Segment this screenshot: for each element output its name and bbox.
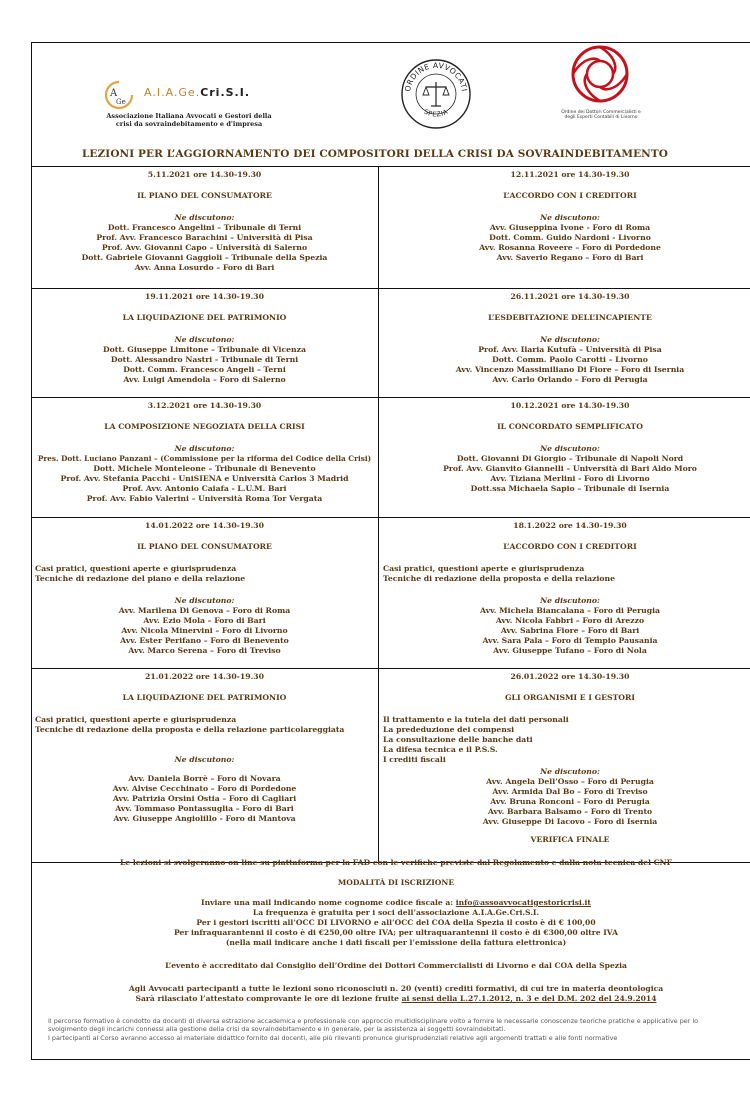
lesson-title: IL PIANO DEL CONSUMATORE bbox=[137, 542, 272, 551]
page-title: LEZIONI PER L’AGGIORNAMENTO DEI COMPOSITORI DELLA CRISI DA SOVRAINDEBITAMENTO bbox=[81, 148, 669, 160]
course-description: Il percorso formativo è condotto da docenti di diversa estrazione accademica e professionale con approccio multidisciplinare volto a fornire le necessarie conoscenze teoriche pratiche e applicative per lo svolgimento degli incarichi connessi alla gestione della crisi da sovraindebitamento e in generale, per la assistenza ai soggetti sovraindebitati. bbox=[48, 1017, 699, 1034]
speaker: Avv. Sara Pala – Foro di Tempio Pausania bbox=[482, 636, 658, 645]
lesson-cell bbox=[31, 167, 379, 288]
aiage-mark-text: Ge bbox=[116, 98, 126, 106]
discuss-label: Ne discutono: bbox=[540, 335, 600, 344]
topic-item: Casi pratici, questioni aperte e giurisprudenza bbox=[35, 715, 237, 724]
lesson-date: 19.11.2021 ore 14.30-19.30 bbox=[145, 292, 264, 301]
speaker: Avv. Vincenzo Massimiliano Di Fiore – Foro di Isernia bbox=[455, 365, 685, 374]
speaker: Avv. Anna Losurdo – Foro di Bari bbox=[134, 263, 275, 272]
speaker: Avv. Armida Dal Bo – Foro di Treviso bbox=[492, 787, 648, 796]
lesson-title: LA LIQUIDAZIONE DEL PATRIMONIO bbox=[122, 313, 287, 322]
lesson-date: 12.11.2021 ore 14.30-19.30 bbox=[510, 170, 630, 179]
discuss-label: Ne discutono: bbox=[174, 755, 235, 764]
topic-item: Tecniche di redazione della proposta e della relazione bbox=[383, 574, 616, 583]
speaker: Avv. Giuseppe Tufano – Foro di Nola bbox=[493, 646, 647, 655]
discuss-label: Ne discutono: bbox=[174, 444, 235, 453]
modalita-title: MODALITÀ DI ISCRIZIONE bbox=[337, 878, 455, 887]
lesson-title: L’ACCORDO CON I CREDITORI bbox=[503, 542, 637, 551]
svg-text:ORDINE AVVOCATI: ORDINE AVVOCATI bbox=[403, 60, 469, 93]
aiage-subtitle: Associazione Italiana Avvocati e Gestori della crisi da sovraindebitamento e d'impresa bbox=[106, 112, 272, 128]
speaker: Avv. Giuseppe Angiolillo - Foro di Mantova bbox=[113, 814, 296, 823]
course-materials: I partecipanti al Corso avranno accesso al materiale didattico fornito dai docenti, alle più rilevanti pronunce giurisprudenziali relative agli argomenti trattati e alle fonti normative bbox=[48, 1034, 618, 1042]
topic-item: I crediti fiscali bbox=[383, 755, 446, 764]
speaker: Prof. Avv. Antonio Caiafa - L.U.M. Bari bbox=[122, 484, 287, 493]
cost-line-3: (nella mail indicare anche i dati fiscali per l’emissione della fattura elettronica) bbox=[225, 938, 567, 947]
discuss-label: Ne discutono: bbox=[174, 335, 235, 344]
aiage-name bbox=[144, 86, 250, 99]
topics bbox=[379, 715, 750, 765]
lesson-cell bbox=[31, 398, 379, 517]
lesson-title: L’ACCORDO CON I CREDITORI bbox=[503, 191, 637, 200]
speaker: Avv. Nicola Fabbri – Foro di Arezzo bbox=[495, 616, 645, 625]
speaker: Avv. Tiziana Merlini - Foro di Livorno bbox=[490, 474, 650, 483]
speaker: Dott. Francesco Angelini – Tribunale di Terni bbox=[107, 223, 302, 232]
discuss-label: Ne discutono: bbox=[174, 213, 235, 222]
lesson-date: 21.01.2022 ore 14.30-19.30 bbox=[145, 672, 264, 681]
speaker: Avv. Ezio Mola – Foro di Bari bbox=[143, 616, 266, 625]
speaker: Avv. Daniela Borrè – Foro di Novara bbox=[128, 774, 281, 783]
lesson-cell bbox=[379, 167, 750, 288]
svg-text:SPEZIA: SPEZIA bbox=[422, 107, 450, 119]
accreditation: L’evento è accreditato dal Consiglio dell’Ordine dei Dottori Commercialisti di Livorno e dal COA della Spezia bbox=[165, 961, 627, 970]
speaker: Dott. Comm. Guido Nardoni - Livorno bbox=[489, 233, 651, 242]
credits-law: ai sensi della L.27.1.2012, n. 3 e del D.M. 202 del 24.9.2014 bbox=[401, 994, 657, 1003]
mail-link[interactable]: info@assoavvocatigestoricrisi.it bbox=[455, 898, 591, 907]
final-check: VERIFICA FINALE bbox=[530, 835, 610, 844]
lesson-title: LA LIQUIDAZIONE DEL PATRIMONIO bbox=[122, 693, 287, 702]
aiage-name-a: A.I.A.Ge. bbox=[144, 86, 201, 99]
speaker: Avv. Barbara Balsamo – Foro di Trento bbox=[487, 807, 653, 816]
speaker: Avv. Ester Perifano – Foro di Benevento bbox=[120, 636, 289, 645]
speaker: Avv. Marilena Di Genova – Foro di Roma bbox=[118, 606, 291, 615]
topic-item: Il trattamento e la tutela dei dati personali bbox=[383, 715, 569, 724]
topic-item: Tecniche di redazione del piano e della relazione bbox=[35, 574, 246, 583]
lesson-cell bbox=[379, 398, 750, 517]
speaker: Dott. Giuseppe Limitone – Tribunale di Vicenza bbox=[103, 345, 306, 354]
speaker: Dott.ssa Michaela Sapio – Tribunale di Isernia bbox=[470, 484, 670, 493]
cost-line-2: Per infraquarantenni il costo è di €250,00 oltre IVA; per ultraquarantenni il costo è di €300,00 oltre IVA bbox=[174, 928, 618, 937]
speaker: Avv. Carlo Orlando – Foro di Perugia bbox=[492, 375, 648, 384]
topics bbox=[31, 715, 378, 735]
speaker: Dott. Alessandro Nastri - Tribunale di Terni bbox=[110, 355, 299, 364]
speaker: Avv. Nicola Minervini – Foro di Livorno bbox=[121, 626, 288, 635]
credits-line-1: Agli Avvocati partecipanti a tutte le lezioni sono riconosciuti n. 20 (venti) crediti formativi, di cui tre in materia deontologica bbox=[128, 984, 664, 993]
svg-text:A: A bbox=[110, 88, 118, 99]
lesson-row bbox=[31, 668, 750, 863]
odcec-mark-icon bbox=[560, 44, 640, 108]
lesson-title: GLI ORGANISMI E I GESTORI bbox=[504, 693, 635, 702]
discuss-label: Ne discutono: bbox=[540, 767, 600, 776]
speaker: Avv. Patrizia Orsini Ostia – Foro di Cagliari bbox=[112, 794, 297, 803]
speaker: Prof. Avv. Giovanni Capo – Università di Salerno bbox=[101, 243, 308, 252]
speaker: Dott. Gabriele Giovanni Gaggioli – Tribunale della Spezia bbox=[81, 253, 328, 262]
lesson-row bbox=[31, 166, 750, 288]
mail-text: Inviare una mail indicando nome cognome codice fiscale a: bbox=[201, 898, 454, 907]
discuss-label: Ne discutono: bbox=[174, 596, 235, 605]
aiage-logo bbox=[104, 80, 274, 135]
topic-item: La difesa tecnica e il P.S.S. bbox=[383, 745, 498, 754]
lesson-cell bbox=[379, 669, 750, 862]
lesson-cell bbox=[31, 518, 379, 668]
lesson-title: LA COMPOSIZIONE NEGOZIATA DELLA CRISI bbox=[104, 422, 305, 431]
speaker: Dott. Comm. Paolo Carotti – Livorno bbox=[492, 355, 648, 364]
speaker: Prof. Avv. Gianvito Giannelli – Università di Bari Aldo Moro bbox=[443, 464, 697, 473]
odcec-logo bbox=[560, 44, 640, 134]
speaker: Avv. Rosanna Roveere – Foro di Pordedone bbox=[479, 243, 661, 252]
discuss-label: Ne discutono: bbox=[540, 596, 600, 605]
credits-text: Sarà rilasciato l’attestato comprovante le ore di lezione fruite bbox=[135, 994, 399, 1003]
speaker: Dott. Michele Monteleone – Tribunale di Benevento bbox=[93, 464, 316, 473]
lesson-cell bbox=[31, 289, 379, 397]
lesson-cell bbox=[379, 289, 750, 397]
speaker: Avv. Tommaso Pontassuglia – Foro di Bari bbox=[115, 804, 294, 813]
lesson-date: 26.11.2021 ore 14.30-19.30 bbox=[510, 292, 630, 301]
odcec-text: Ordine dei Dottori Commercialisti e degli Esperti Contabili di Livorno bbox=[561, 110, 641, 121]
speaker: Avv. Giuseppina Ivone - Foro di Roma bbox=[489, 223, 651, 232]
topic-item: La prededuzione dei compensi bbox=[383, 725, 515, 734]
online-note: Le lezioni si svolgeranno on line su piattaforma per la FAD con le verifiche previste dal Regolamento e dalla nota tecnica del CNF bbox=[120, 858, 672, 867]
lesson-date: 14.01.2022 ore 14.30-19.30 bbox=[145, 521, 264, 530]
lesson-date: 18.1.2022 ore 14.30-19.30 bbox=[513, 521, 627, 530]
speaker: Avv. Sabrina Fiore – Foro di Bari bbox=[500, 626, 640, 635]
lessons-grid bbox=[31, 166, 750, 863]
free-note: La frequenza è gratuita per i soci dell’associazione A.I.A.Ge.Cri.S.I. bbox=[252, 908, 540, 917]
lesson-date: 5.11.2021 ore 14.30-19.30 bbox=[147, 170, 262, 179]
topic-item: Tecniche di redazione della proposta e della relazione particolareggiata bbox=[35, 725, 345, 734]
credits-line-2 bbox=[31, 994, 750, 1004]
cost-line-1: Per i gestori iscritti all’OCC DI LIVORNO e all’OCC del COA della Spezia il costo è di € 100,00 bbox=[196, 918, 596, 927]
speaker: Avv. Angela Dell’Osso – Foro di Perugia bbox=[486, 777, 654, 786]
speaker: Prof. Avv. Stefania Pacchi - UniSIENA e Università Carlos 3 Madrid bbox=[60, 474, 349, 483]
lesson-title: IL CONCORDATO SEMPLIFICATO bbox=[497, 422, 643, 431]
mail-line bbox=[31, 898, 750, 908]
speaker: Prof. Avv. Francesco Barachini – Università di Pisa bbox=[96, 233, 313, 242]
speaker: Avv. Luigi Amendola – Foro di Salerno bbox=[123, 375, 286, 384]
speaker: Avv. Giuseppe Di Iacovo – Foro di Isernia bbox=[482, 817, 658, 826]
topic-item: La consultazione delle banche dati bbox=[383, 735, 533, 744]
ordine-avvocati-seal bbox=[400, 58, 472, 130]
topic-item: Casi pratici, questioni aperte e giurisprudenza bbox=[35, 564, 237, 573]
topics bbox=[379, 564, 750, 584]
discuss-label: Ne discutono: bbox=[540, 444, 600, 453]
speaker: Pres. Dott. Luciano Panzani – (Commissione per la riforma del Codice della Crisi) bbox=[37, 454, 372, 463]
lesson-date: 26.01.2022 ore 14.30-19.30 bbox=[510, 672, 630, 681]
lesson-cell bbox=[379, 518, 750, 668]
lesson-date: 3.12.2021 ore 14.30-19.30 bbox=[147, 401, 262, 410]
speaker: Avv. Michela Biancalana – Foro di Perugia bbox=[479, 606, 661, 615]
speaker: Avv. Alvise Cecchinato – Foro di Pordedone bbox=[112, 784, 297, 793]
aiage-mark-icon bbox=[104, 80, 134, 110]
discuss-label: Ne discutono: bbox=[540, 213, 600, 222]
topic-item: Casi pratici, questioni aperte e giurisprudenza bbox=[383, 564, 585, 573]
speaker: Avv. Saverio Regano – Foro di Bari bbox=[496, 253, 644, 262]
lesson-row bbox=[31, 397, 750, 517]
lesson-row bbox=[31, 517, 750, 668]
speaker: Dott. Comm. Francesco Angeli – Terni bbox=[123, 365, 286, 374]
lesson-title: L’ESDEBITAZIONE DELL’INCAPIENTE bbox=[488, 313, 652, 322]
speaker: Dott. Giovanni Di Giorgio – Tribunale di Napoli Nord bbox=[456, 454, 684, 463]
speaker: Avv. Bruna Ronconi – Foro di Perugia bbox=[490, 797, 650, 806]
lesson-date: 10.12.2021 ore 14.30-19.30 bbox=[510, 401, 630, 410]
lesson-row bbox=[31, 288, 750, 397]
topics bbox=[31, 564, 378, 584]
lesson-cell bbox=[31, 669, 379, 862]
lesson-title: IL PIANO DEL CONSUMATORE bbox=[137, 191, 272, 200]
speaker: Avv. Marco Serena – Foro di Treviso bbox=[128, 646, 281, 655]
aiage-name-b: Cri.S.I. bbox=[200, 86, 251, 99]
speaker: Prof. Avv. Fabio Valerini – Università Roma Tor Vergata bbox=[86, 494, 323, 503]
speaker: Prof. Avv. Ilaria Kutufà – Università di Pisa bbox=[478, 345, 662, 354]
